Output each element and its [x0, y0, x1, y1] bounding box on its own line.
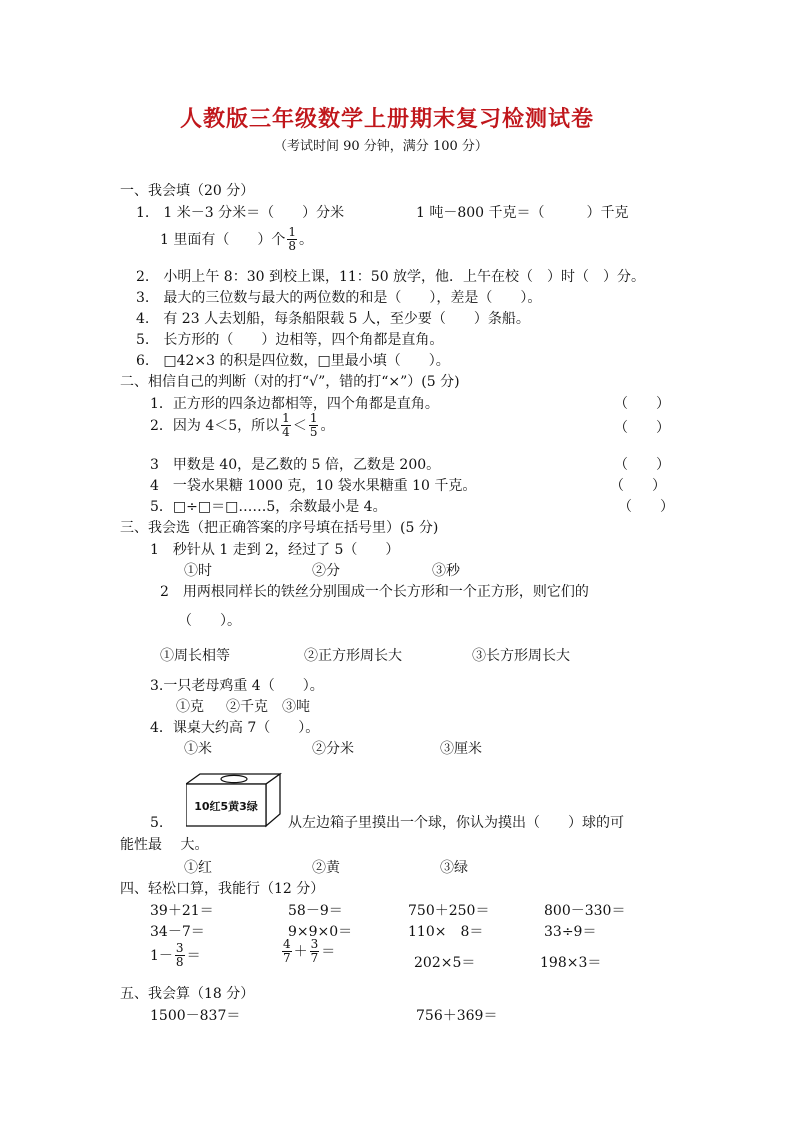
- calc-item: 756＋369＝: [416, 1008, 498, 1024]
- s3-q3-option-3: ③吨: [282, 699, 310, 715]
- fraction-denominator: 8: [175, 955, 184, 970]
- fraction-numerator: 3: [175, 941, 184, 955]
- section-4-heading: 四、轻松口算，我能行（12 分）: [120, 881, 325, 897]
- s2-q2-post: 。: [320, 417, 335, 434]
- s3-question-1: 1 秒针从 1 走到 2，经过了 5（ ）: [150, 542, 400, 558]
- fraction-denominator: 5: [309, 425, 318, 440]
- s3-question-5-cont: 能性最 大。: [120, 837, 209, 853]
- calc-item: 110× 8＝: [408, 924, 484, 940]
- s3-q1-option-1: ①时: [184, 563, 212, 579]
- s2-answer-paren-1: （ ）: [614, 396, 670, 412]
- calc-item: 202×5＝: [414, 955, 476, 971]
- fraction-denominator: 7: [283, 951, 291, 966]
- s3-q2-paren: （ ）。: [178, 613, 241, 629]
- equals-sign: ＝: [321, 943, 336, 960]
- s3-q2-option-1: ①周长相等: [160, 648, 230, 664]
- equals-sign: ＝: [186, 947, 201, 964]
- s3-question-4: 4．课桌大约高 7（ ）。: [150, 720, 320, 736]
- s3-q2-option-3: ③长方形周长大: [472, 648, 570, 664]
- less-than-sign: ＜: [292, 417, 307, 434]
- s2-answer-paren-4: （ ）: [610, 478, 666, 494]
- s3-q5-option-3: ③绿: [440, 860, 468, 876]
- calc-item-fraction-a: [150, 942, 201, 969]
- s3-q4-option-2: ②分米: [312, 741, 354, 757]
- box-hole: [221, 775, 247, 782]
- fraction-numerator: 1: [309, 411, 318, 425]
- s1-question-1a: 1. 1 米－3 分米＝（ ）分米: [136, 205, 345, 221]
- s1-question-3: 3. 最大的三位数与最大的两位数的和是（ ），差是（ ）。: [136, 290, 542, 306]
- calc-item: 750＋250＝: [408, 903, 490, 919]
- calc-item: 58－9＝: [288, 903, 343, 919]
- s1-question-5: 5. 长方形的（ ）边相等，四个角都是直角。: [136, 332, 444, 348]
- calc-item: 800－330＝: [544, 903, 626, 919]
- s2-answer-paren-3: （ ）: [614, 457, 670, 473]
- calc-item: 39＋21＝: [150, 903, 214, 919]
- fraction-1-5: [309, 412, 319, 439]
- fraction-numerator: 3: [310, 937, 319, 951]
- s3-q5-option-2: ②黄: [312, 860, 340, 876]
- page-subtitle: （考试时间 90 分钟，满分 100 分）: [274, 139, 488, 154]
- box-label: 10红5黄3绿: [194, 800, 258, 813]
- section-3-heading: 三、我会选（把正确答案的序号填在括号里）(5 分): [120, 520, 439, 536]
- fraction-3-8: [175, 942, 185, 969]
- s2-q2-pre: 2．因为 4＜5，所以: [150, 417, 280, 434]
- s2-answer-paren-5: （ ）: [618, 499, 674, 515]
- s1-q1c-pre: 1 里面有（ ）个: [160, 231, 286, 248]
- s3-q4-option-3: ③厘米: [440, 741, 482, 757]
- s2-answer-paren-2: （ ）: [614, 420, 670, 436]
- s3-q3-option-1: ①克: [176, 699, 204, 715]
- section-5-heading: 五、我会算（18 分）: [120, 986, 255, 1002]
- section-1-heading: 一、我会填（20 分）: [120, 183, 255, 199]
- fraction-3-7: [310, 938, 320, 965]
- s2-question-2: [150, 412, 334, 439]
- calc-item-fraction-b: [280, 938, 335, 965]
- s3-q1-option-2: ②分: [312, 563, 340, 579]
- fraction-denominator: 8: [288, 239, 296, 254]
- box-side: [266, 774, 280, 826]
- s1-question-6: 6. □42×3 的积是四位数，□里最小填（ ）。: [136, 353, 450, 369]
- calc-item: 198×3＝: [540, 955, 602, 971]
- s2-question-3: 3 甲数是 40，是乙数的 5 倍，乙数是 200。: [150, 457, 441, 473]
- s1-question-1b: 1 吨－800 千克＝（ ）千克: [416, 205, 629, 221]
- fraction-numerator: 1: [288, 225, 296, 239]
- page-title: 人教版三年级数学上册期末复习检测试卷: [180, 106, 595, 132]
- ball-box-illustration: [186, 772, 282, 828]
- s2-question-4: 4 一袋水果糖 1000 克，10 袋水果糖重 10 千克。: [150, 478, 477, 494]
- calc-item: 33÷9＝: [544, 924, 597, 940]
- s3-q1-option-3: ③秒: [432, 563, 460, 579]
- s1-question-1c: [160, 226, 313, 253]
- calc-item: 9×9×0＝: [288, 924, 353, 940]
- s2-question-1: 1．正方形的四条边都相等，四个角都是直角。: [150, 396, 439, 412]
- s1-question-2: 2. 小明上午 8：30 到校上课，11：50 放学，他．上午在校（ ）时（ ）分。: [136, 269, 646, 285]
- fraction-1-4: [281, 412, 291, 439]
- fraction-denominator: 7: [310, 951, 319, 966]
- s3-q4-option-1: ①米: [184, 741, 212, 757]
- s1-question-4: 4. 有 23 人去划船，每条船限载 5 人，至少要（ ）条船。: [136, 311, 530, 327]
- s3-q3-option-2: ②千克: [226, 699, 268, 715]
- calc-item: 34－7＝: [150, 924, 205, 940]
- s3-q5-option-1: ①红: [184, 860, 212, 876]
- calc-item: 1500－837＝: [150, 1008, 241, 1024]
- fraction-numerator: 4: [283, 937, 291, 951]
- fraction-numerator: 1: [282, 411, 290, 425]
- s3-question-2: 2 用两根同样长的铁丝分别围成一个长方形和一个正方形，则它们的: [160, 584, 589, 600]
- s3-question-5-number: 5.: [150, 815, 164, 831]
- s3-question-5: 从左边箱子里摸出一个球，你认为摸出（ ）球的可: [288, 815, 624, 831]
- fraction-denominator: 4: [282, 425, 290, 440]
- s2-question-5: 5．□÷□＝□……5，余数最小是 4。: [150, 499, 387, 515]
- fraction-4-7: [282, 938, 292, 965]
- calc-prefix: 1－: [150, 947, 173, 964]
- section-2-heading: 二、相信自己的判断（对的打“√”，错的打“×”）(5 分): [120, 374, 460, 390]
- s3-question-3: 3.一只老母鸡重 4（ ）。: [150, 678, 324, 694]
- plus-sign: ＋: [293, 943, 308, 960]
- fraction-1-8: [287, 226, 297, 253]
- s1-q1c-post: 。: [299, 231, 313, 248]
- s3-q2-option-2: ②正方形周长大: [304, 648, 402, 664]
